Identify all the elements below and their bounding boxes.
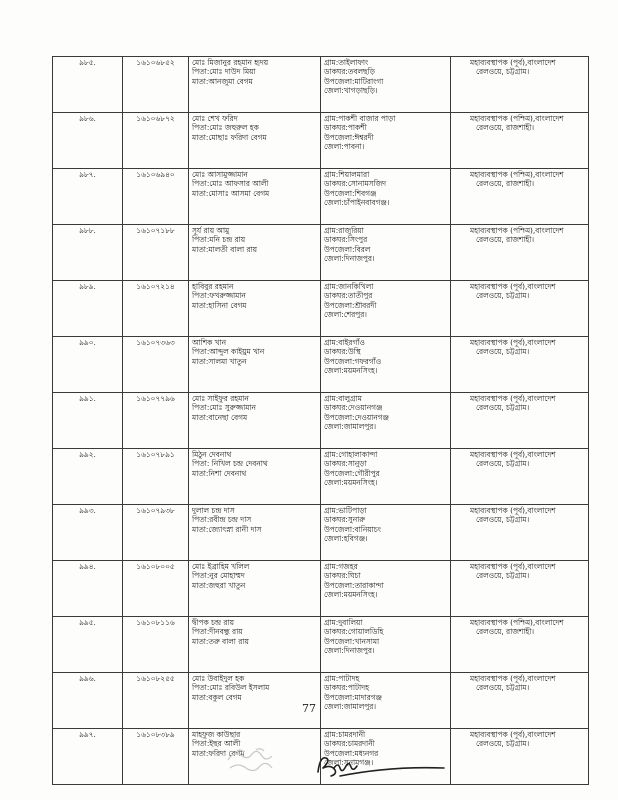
table-row <box>53 561 589 617</box>
name-cell-line: মাতা:বকুল বেগম <box>192 692 242 702</box>
name-cell <box>189 561 321 617</box>
serial-number-cell <box>53 337 123 393</box>
posting-office-line: রেলওয়ে, চট্টগ্রাম। <box>476 403 530 413</box>
address-cell-line: গ্রাম:ভাটিপাড়া <box>324 506 367 515</box>
table-row <box>53 449 589 505</box>
address-cell-line: ডাকঘর:উস্থি <box>324 347 361 357</box>
posting-office-line: মহাব্যবস্থাপক (পূর্ব),বাংলাদেশ <box>470 338 556 347</box>
posting-office-cell <box>451 505 589 561</box>
roll-number-cell-line: ১৬১০৭৯৩৮ <box>136 506 175 515</box>
serial-number-cell-line: ৯৯০. <box>79 338 96 347</box>
posting-office-cell <box>451 561 589 617</box>
serial-number-cell-line: ৯৯৪. <box>79 562 96 571</box>
address-cell-line: জেলা:সুনামগঞ্জ। <box>324 758 374 768</box>
name-cell-line: পিতা:ফখরুজ্জামান <box>192 291 246 301</box>
address-cell-line: ডাকঘর:ঘিচা <box>324 571 361 581</box>
address-cell-line: জেলা:ময়মনসিংহ। <box>324 590 378 600</box>
address-cell-line: গ্রাম:দুবালিয়া <box>324 618 363 627</box>
posting-office-cell <box>451 729 589 785</box>
posting-office-cell <box>451 281 589 337</box>
address-cell-line: ডাকঘর:সানুড়া <box>324 459 367 469</box>
address-cell-line: ডাকঘর:সোনামসজিদ <box>324 179 387 189</box>
roll-number-cell-line: ১৬১০৭৮৯১ <box>136 450 175 459</box>
address-cell-line: ডাকঘর:চামরদানী <box>324 739 375 749</box>
name-cell-line: আশিক খান <box>192 338 227 347</box>
address-cell-line: উপজেলা:শ্রীবরদী <box>324 300 377 310</box>
posting-office-line: মহাব্যবস্থাপক (পশ্চিম),বাংলাদেশ <box>470 114 564 123</box>
serial-number-cell-line: ৯৯৩. <box>79 506 96 515</box>
name-cell-line: মাহফুজ কাউছার <box>192 730 241 739</box>
serial-number-cell <box>53 169 123 225</box>
serial-number-cell <box>53 57 123 113</box>
address-cell-line: উপজেলা:গৌরীপুর <box>324 468 380 478</box>
serial-number-cell <box>53 113 123 169</box>
address-cell <box>321 169 451 225</box>
table-row <box>53 505 589 561</box>
table-row <box>53 113 589 169</box>
serial-number-cell <box>53 281 123 337</box>
name-cell-line: পিতা: নিখিল চন্দ্র দেবনাথ <box>192 459 268 469</box>
address-cell-line: উপজেলা:শিবগঞ্জ <box>324 188 377 198</box>
address-cell <box>321 505 451 561</box>
roll-number-cell <box>123 729 189 785</box>
roll-number-cell-line: ১৬১০৭৩৬৩ <box>136 338 175 347</box>
name-cell-line: পিতা:দীনবন্ধু রায় <box>192 627 243 637</box>
address-cell-line: উপজেলা:খানসামা <box>324 636 380 646</box>
name-cell-line: মাতা:মোসাঃ আসমা বেগম <box>192 188 270 198</box>
posting-office-line: মহাব্যবস্থাপক (পূর্ব),বাংলাদেশ <box>470 58 556 67</box>
name-cell-line: পিতা:মোঃ জহুরুল হক <box>192 123 259 133</box>
table-row <box>53 617 589 673</box>
address-cell-line: উপজেলা:ঈশ্বরদী <box>324 132 374 142</box>
roll-number-cell <box>123 561 189 617</box>
name-cell-line: মিঠুন দেবনাথ <box>192 450 232 459</box>
address-cell-line: গ্রাম:বালুগ্রাম <box>324 394 362 403</box>
candidate-rows <box>53 57 589 785</box>
roll-number-cell-line: ১৬১০৬৮৫২ <box>136 58 175 67</box>
address-cell-line: গ্রাম:চামরদানী <box>324 730 366 739</box>
roll-number-cell-line: ১৬১০৮২৫৫ <box>136 674 175 683</box>
address-cell-line: গ্রাম:গোহালাকান্দা <box>324 450 378 459</box>
address-cell-line: গ্রাম:রাজুরিয়া <box>324 226 364 235</box>
address-cell-line: গ্রাম:বাইরগাঁও <box>324 338 365 347</box>
serial-number-cell-line: ৯৯৭. <box>79 730 96 739</box>
posting-office-line: রেলওয়ে, চট্টগ্রাম। <box>476 571 530 581</box>
roll-number-cell-line: ১৬১০৮৩৮৯ <box>136 730 175 739</box>
name-cell-line: পিতা:মনি চন্দ্র রায় <box>192 235 246 245</box>
table-row <box>53 393 589 449</box>
address-cell-line: উপজেলা:তারাকান্দা <box>324 580 384 590</box>
serial-number-cell-line: ৯৯১. <box>79 394 96 403</box>
roll-number-cell <box>123 57 189 113</box>
posting-office-cell <box>451 57 589 113</box>
serial-number-cell-line: ৯৮৬. <box>79 114 96 123</box>
posting-office-line: মহাব্যবস্থাপক (পূর্ব),বাংলাদেশ <box>470 506 556 515</box>
name-cell-line: মাতা:জহুরা খাতুন <box>192 580 246 590</box>
address-cell <box>321 337 451 393</box>
name-cell-line: মাতা:নিশা দেবনাথ <box>192 468 247 478</box>
posting-office-cell <box>451 337 589 393</box>
name-cell-line: পিতা:নুর মোহাম্মদ <box>192 571 245 581</box>
name-cell <box>189 449 321 505</box>
roll-number-cell-line: ১৬১০৭৭৯৬ <box>136 394 175 403</box>
posting-office-cell <box>451 113 589 169</box>
address-cell <box>321 617 451 673</box>
name-cell-line: মাতা:সালমা খাতুন <box>192 356 247 366</box>
roll-number-cell <box>123 617 189 673</box>
name-cell-line: মাতা:ফরিদা বেগম <box>192 748 245 758</box>
serial-number-cell <box>53 561 123 617</box>
address-cell-line: ডাকঘর:পাটাদহ <box>324 683 369 693</box>
address-cell-line: ডাকঘর:তাতীপুর <box>324 291 373 301</box>
address-cell-line: জেলা:ময়মনসিংহ। <box>324 478 378 488</box>
name-cell-line: মাতা:হাসিনা বেগম <box>192 300 247 310</box>
address-cell-line: জেলা:জামালপুর। <box>324 702 376 712</box>
name-cell-line: পিতা:আব্দুল কাইয়ুম খান <box>192 347 265 357</box>
roll-number-cell <box>123 393 189 449</box>
name-cell-line: পিতা:মোঃ আফসার আলী <box>192 179 269 189</box>
address-cell-line: জেলা:শেরপুর। <box>324 310 367 320</box>
table-row <box>53 673 589 729</box>
posting-office-line: মহাব্যবস্থাপক (পূর্ব),বাংলাদেশ <box>470 674 556 683</box>
roll-number-cell <box>123 281 189 337</box>
address-cell <box>321 393 451 449</box>
posting-office-line: রেলওয়ে, রাজশাহী। <box>476 123 535 133</box>
roll-number-cell-line: ১৬১০৮১১৬ <box>136 618 175 627</box>
roll-number-cell-line: ১৬১০৬৯৪০ <box>136 170 175 179</box>
address-cell-line: উপজেলা:গফরগাঁও <box>324 356 382 366</box>
table-row <box>53 337 589 393</box>
address-cell-line: জেলা:ময়মনসিংহ। <box>324 366 378 376</box>
table-row <box>53 225 589 281</box>
serial-number-cell-line: ৯৮৫. <box>79 58 96 67</box>
posting-office-cell <box>451 393 589 449</box>
name-cell-line: মোঃ উবাইদুল হক <box>192 674 245 683</box>
posting-office-line: রেলওয়ে, চট্টগ্রাম। <box>476 67 530 77</box>
address-cell-line: উপজেলা:মাদারগঞ্জ <box>324 692 382 702</box>
candidate-table <box>52 56 589 785</box>
address-cell-line: জেলা:চাঁপাইনবাবগঞ্জ। <box>324 198 390 208</box>
roll-number-cell <box>123 449 189 505</box>
name-cell-line: দ্বীপক চন্দ্র রায় <box>192 618 234 627</box>
posting-office-line: মহাব্যবস্থাপক (পূর্ব),বাংলাদেশ <box>470 394 556 403</box>
posting-office-cell <box>451 449 589 505</box>
table-row <box>53 169 589 225</box>
serial-number-cell <box>53 225 123 281</box>
name-cell-line: মাতা:জ্যোৎস্না রানী দাস <box>192 524 262 534</box>
serial-number-cell <box>53 449 123 505</box>
posting-office-cell <box>451 617 589 673</box>
name-cell <box>189 113 321 169</box>
address-cell <box>321 673 451 729</box>
address-cell-line: জেলা:দিনাজপুর। <box>324 646 375 656</box>
address-cell-line: উপজেলা:বানিয়াচং <box>324 524 381 534</box>
name-cell <box>189 617 321 673</box>
address-cell-line: উপজেলা:দেওয়ানগঞ্জ <box>324 412 389 422</box>
name-cell <box>189 505 321 561</box>
roll-number-cell <box>123 113 189 169</box>
name-cell-line: দুলাল চন্দ্র দাস <box>192 506 235 515</box>
serial-number-cell-line: ৯৮৮. <box>79 226 96 235</box>
name-cell-line: মোঃ শেখ ফরিদ <box>192 114 238 123</box>
address-cell-line: গ্রাম:গজহর <box>324 562 358 571</box>
address-cell-line: ডাকঘর:দেওয়ানগঞ্জ <box>324 403 383 413</box>
name-cell-line: পিতা:রবীন্দ্র চন্দ্র দাস <box>192 515 252 525</box>
page-number: 77 <box>302 702 316 715</box>
name-cell-line: পিতা:মোঃ সুরুজ্জামান <box>192 403 256 413</box>
serial-number-cell <box>53 393 123 449</box>
name-cell-line: মাতা:আনজুমা বেগম <box>192 76 253 86</box>
posting-office-cell <box>451 673 589 729</box>
serial-number-cell-line: ৯৯২. <box>79 450 96 459</box>
address-cell-line: ডাকঘর:গোয়ালডিহি <box>324 627 384 637</box>
roll-number-cell <box>123 505 189 561</box>
posting-office-line: রেলওয়ে, রাজশাহী। <box>476 627 535 637</box>
name-cell <box>189 337 321 393</box>
name-cell-line: মাতা:মালতী বালা রায় <box>192 244 258 254</box>
roll-number-cell-line: ১৬১০৮০০৫ <box>136 562 175 571</box>
address-cell <box>321 281 451 337</box>
name-cell-line: সূর্য রায় আমু <box>192 226 230 235</box>
roll-number-cell-line: ১৬১০৬৮৭২ <box>136 114 175 123</box>
address-cell-line: জেলা:হবিগঞ্জ। <box>324 534 368 544</box>
name-cell <box>189 169 321 225</box>
roll-number-cell <box>123 673 189 729</box>
posting-office-line: রেলওয়ে, চট্টগ্রাম। <box>476 291 530 301</box>
name-cell-line: মোঃ সাইফুর রহমান <box>192 394 249 403</box>
address-cell-line: জেলা:দিনাজপুর। <box>324 254 375 264</box>
address-cell-line: ডাকঘর:পাকশী <box>324 123 367 133</box>
serial-number-cell-line: ৯৯৫. <box>79 618 96 627</box>
address-cell-line: গ্রাম:তাইলাফাং <box>324 58 369 67</box>
address-cell-line: গ্রাম:পাটাদহ <box>324 674 360 683</box>
address-cell <box>321 561 451 617</box>
name-cell-line: হাবিবুর রহমান <box>192 282 234 291</box>
name-cell <box>189 57 321 113</box>
faded-stamp-mark <box>222 740 282 782</box>
address-cell <box>321 449 451 505</box>
name-cell <box>189 673 321 729</box>
address-cell <box>321 57 451 113</box>
address-cell-line: ডাকঘর:তবলছড়ি <box>324 67 375 77</box>
posting-office-line: রেলওয়ে, রাজশাহী। <box>476 179 535 189</box>
serial-number-cell-line: ৯৮৯. <box>79 282 96 291</box>
name-cell-line: পিতা:ইছর আলী <box>192 739 241 749</box>
address-cell-line: গ্রাম:শিয়ালমারা <box>324 170 370 179</box>
address-cell-line: উপজেলা:মধ্যনগর <box>324 748 379 758</box>
name-cell-line: পিতা:মোঃ রবিউল ইসলাম <box>192 683 270 693</box>
name-cell <box>189 393 321 449</box>
posting-office-line: মহাব্যবস্থাপক (পশ্চিম),বাংলাদেশ <box>470 226 564 235</box>
posting-office-line: মহাব্যবস্থাপক (পূর্ব),বাংলাদেশ <box>470 282 556 291</box>
posting-office-line: রেলওয়ে, চট্টগ্রাম। <box>476 459 530 469</box>
serial-number-cell <box>53 729 123 785</box>
roll-number-cell-line: ১৬১০৭২১৪ <box>136 282 175 291</box>
roll-number-cell-line: ১৬১০৭১৮৮ <box>136 226 175 235</box>
posting-office-line: রেলওয়ে, চট্টগ্রাম। <box>476 515 530 525</box>
serial-number-cell <box>53 505 123 561</box>
table-row <box>53 281 589 337</box>
name-cell-line: মোঃ ইব্রাহিম খলিল <box>192 562 250 571</box>
roll-number-cell <box>123 169 189 225</box>
address-cell-line: গ্রাম:জানকিখিলা <box>324 282 374 291</box>
table-row <box>53 57 589 113</box>
posting-office-line: রেলওয়ে, রাজশাহী। <box>476 235 535 245</box>
handwritten-signature <box>310 748 450 782</box>
posting-office-cell <box>451 169 589 225</box>
posting-office-cell <box>451 225 589 281</box>
posting-office-line: মহাব্যবস্থাপক (পূর্ব),বাংলাদেশ <box>470 562 556 571</box>
address-cell-line: জেলা:খাগড়াছড়ি। <box>324 86 378 96</box>
name-cell-line: মাতা:তরু বালা রায় <box>192 636 249 646</box>
name-cell-line: পিতা:মোঃ দাউদ মিয়া <box>192 67 256 77</box>
address-cell <box>321 113 451 169</box>
serial-number-cell <box>53 617 123 673</box>
posting-office-line: মহাব্যবস্থাপক (পূর্ব),বাংলাদেশ <box>470 730 556 739</box>
address-cell-line: উপজেলা:বিরল <box>324 244 371 254</box>
posting-office-line: রেলওয়ে, চট্টগ্রাম। <box>476 683 530 693</box>
name-cell <box>189 281 321 337</box>
posting-office-line: রেলওয়ে, চট্টগ্রাম। <box>476 347 530 357</box>
address-cell <box>321 225 451 281</box>
name-cell-line: মাতা:মোছাঃ ফরিদা বেগম <box>192 132 267 142</box>
serial-number-cell-line: ৯৯৬. <box>79 674 96 683</box>
posting-office-line: রেলওয়ে, চট্টগ্রাম। <box>476 739 530 749</box>
address-cell-line: উপজেলা:মাটিরাংগা <box>324 76 384 86</box>
posting-office-line: মহাব্যবস্থাপক (পূর্ব),বাংলাদেশ <box>470 450 556 459</box>
roll-number-cell <box>123 225 189 281</box>
serial-number-cell-line: ৯৮৭. <box>79 170 96 179</box>
serial-number-cell <box>53 673 123 729</box>
name-cell-line: মাতা:বানেছা বেগম <box>192 412 248 422</box>
roll-number-cell <box>123 337 189 393</box>
posting-office-line: মহাব্যবস্থাপক (পশ্চিম),বাংলাদেশ <box>470 170 564 179</box>
name-cell-line: মোঃ মিজানুর রহমান হৃদয় <box>192 58 269 67</box>
address-cell-line: ডাকঘর:সিংপুর <box>324 235 368 245</box>
address-cell-line: গ্রাম:পাকশী বাজার পাড়া <box>324 114 396 123</box>
name-cell <box>189 225 321 281</box>
address-cell-line: জেলা:পাবনা। <box>324 142 365 152</box>
address-cell-line: ডাকঘর:সুনারু <box>324 515 365 525</box>
address-cell-line: জেলা:জামালপুর। <box>324 422 376 432</box>
posting-office-line: মহাব্যবস্থাপক (পশ্চিম),বাংলাদেশ <box>470 618 564 627</box>
name-cell-line: মোঃ আসামুজ্জামান <box>192 170 248 179</box>
